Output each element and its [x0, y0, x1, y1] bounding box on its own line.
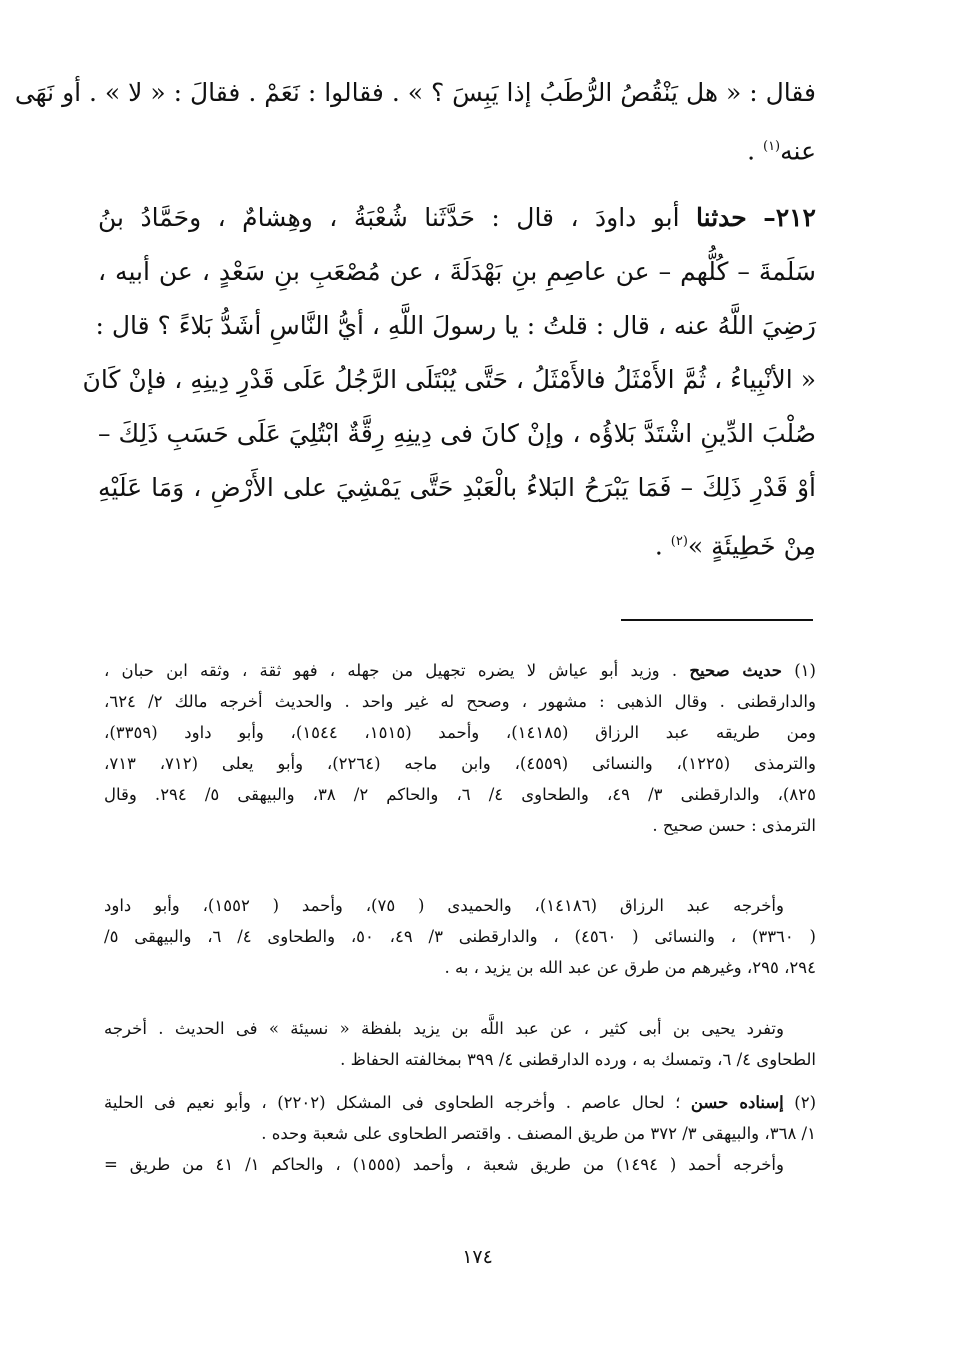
footnote-label: (١): [794, 661, 816, 680]
footnote-line: ١/ ٣٦٨، والبيهقى ٣/ ٣٧٢ من طريق المصنف . واقتصر الطحاوى على شعبة وحده .: [261, 1124, 816, 1143]
footnote-line: وأخرجه عبد الرزاق (١٤١٨٦)، والحميدى ( ٧٥)، وأحمد ( ١٥٥٢)، وأبو داود: [104, 896, 784, 915]
hadith-212: [82, 191, 816, 569]
hadith-tail: .: [654, 531, 663, 561]
main-line-text: عنه: [780, 136, 816, 166]
footnote-grade: حديث صحيح: [689, 661, 783, 680]
footnote-line: وتفرد يحيى بن أبى كثير ، عن عبد اللَّه بن يزيد بلفظة « نسيئة » فى الحديث . أخرجه: [104, 1019, 784, 1038]
hadith-first-line: [98, 191, 816, 245]
footnote-1-para2: [104, 890, 816, 983]
footnote-line: ٢٩٤، ٢٩٥، وغيرهم من طرق عن عبد الله بن يزيد ، به .: [444, 958, 816, 977]
footnote-separator: [621, 619, 813, 621]
footnote-ref-2[interactable]: (٢): [670, 534, 688, 549]
hadith-line: رَضِيَ اللَّهُ عنه ، قال : قلتُ : يا رسولَ اللَّهِ ، أيُّ النَّاسِ أشَدُّ بَلاءً ؟ قال :: [95, 311, 816, 340]
hadith-line-text: مِنْ خَطِيئَةٍ »: [687, 531, 816, 561]
main-text-para1: [14, 66, 816, 174]
main-line-last: [98, 120, 816, 174]
hadith-lead: حدثنا: [696, 203, 747, 232]
footnote-2: [104, 1087, 816, 1180]
hadith-last-line: [98, 515, 816, 569]
footnote-line: الطحاوى ٤/ ٦، وتمسك به ، ورده الدارقطنى ٤/ ٣٩٩ بمخالفته الحفاظ .: [340, 1050, 816, 1069]
footnote-line: الترمذى : حسن صحيح .: [652, 816, 816, 835]
footnote-line: وأخرجه أحمد ( ١٤٩٤) من طريق شعبة ، وأحمد (١٥٥٥) ، والحاكم ١/ ٤١ من طريق =: [104, 1155, 784, 1174]
footnote-first-line: [104, 1087, 816, 1118]
footnote-1-para3: [104, 1013, 816, 1075]
hadith-line: صُلْبَ الدِّينِ اشْتَدَّ بَلاؤُه ، وإنْ كانَ فى دِينِهِ رِقَّةٌ ابْتُلِيَ عَلَى حَسَبِ ذَلِكَ –: [98, 419, 816, 448]
footnote-ref-1[interactable]: (١): [762, 139, 781, 154]
footnote-line: ٨٢٥)، والدارقطنى ٣/ ٤٩، والطحاوى ٤/ ٦، والحاكم ٢/ ٣٨، والبيهقى ٥/ ٢٩٤. وقال: [104, 785, 816, 804]
footnote-line-text: . وزيد أبو عياش لا يضره تجهيل من جهله ، فهو ثقة ، وثقه ابن حبان ،: [104, 661, 678, 680]
footnote-line: ومن طريقه عبد الرزاق (١٤١٨٥)، وأحمد (١٥١٥، ١٥٤٤)، وأبو داود (٣٣٥٩)،: [104, 723, 816, 742]
main-line: فقال : « هل يَنْقُصُ الرُّطَبُ إذا يَبِسَ ؟ » . فقالوا : نَعَمْ . فقالَ : « لا » . أو نَهَى: [14, 78, 816, 107]
footnote-line: والترمذى (١٢٢٥)، والنسائى (٤٥٥٩)، وابن ماجه (٢٢٦٤)، وأبو يعلى (٧١٢، ٧١٣،: [104, 754, 816, 773]
page-number: ١٧٤: [462, 1246, 493, 1268]
footnote-first-line: [104, 655, 816, 686]
hadith-number: ٢١٢–: [763, 203, 816, 232]
hadith-line: سَلَمةَ – كُلُّهم – عن عاصِمِ بنِ بَهْدَلَةَ ، عن مُصْعَبِ بنِ سَعْدٍ ، عن أبيه ،: [98, 257, 816, 286]
footnote-1: [104, 655, 816, 841]
hadith-line-text: أبو داودَ ، قال : حَدَّثَنا شُعْبَةُ ، وهِشامٌ ، وحَمَّادُ بنُ: [98, 203, 680, 232]
footnote-label: (٢): [794, 1093, 817, 1112]
footnote-line-text: ؛ لحال عاصم . وأخرجه الطحاوى فى المشكل (٢٢٠٢) ، وأبو نعيم فى الحلية: [104, 1093, 681, 1112]
footnote-line: ( ٣٣٦٠) ، والنسائى ( ٤٥٦٠) ، والدارقطنى ٣/ ٤٩، ٥٠، والطحاوى ٤/ ٦، والبيهقى ٥/: [104, 927, 816, 946]
hadith-line: أوْ قَدْرِ ذَلِكَ – فَمَا يَبْرَحُ البَلاءُ بالْعَبْدِ حَتَّى يَمْشِيَ على الأَرْضِ ، وَمَا عَلَيْهِ: [98, 473, 816, 502]
footnote-line: والدارقطنى . وقال الذهبى : مشهور ، وصحح له غير واحد . والحديث أخرجه مالك ٢/ ٦٢٤،: [104, 692, 816, 711]
hadith-line: « الأنْبِياءُ ، ثُمَّ الأَمْثَلُ فالأَمْثَلُ ، حَتَّى يُبْتَلَى الرَّجُلُ عَلَى قَدْرِ دِينِهِ ، فإنْ كَانَ: [82, 365, 816, 394]
main-line-tail: .: [747, 136, 756, 166]
footnote-grade: إسناده حسن: [690, 1093, 784, 1112]
